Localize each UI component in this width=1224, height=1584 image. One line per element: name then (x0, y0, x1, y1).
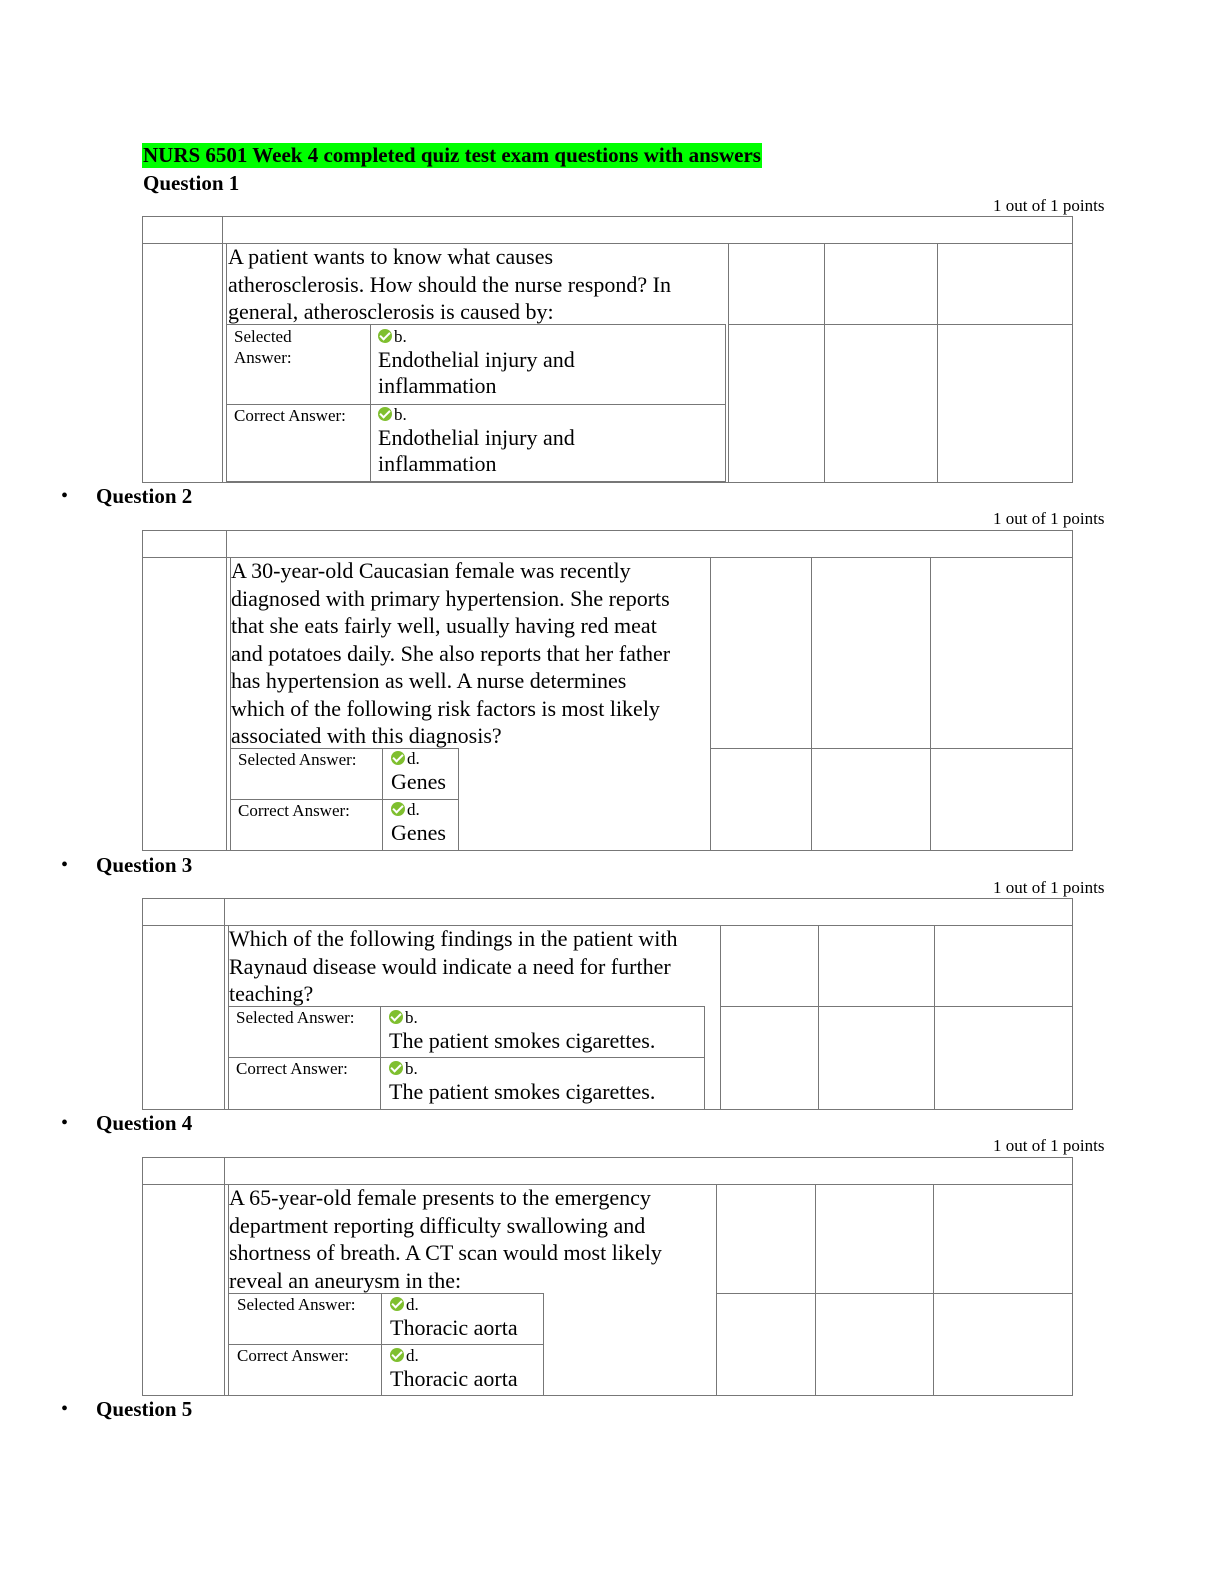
question-3-heading: Question 3 (96, 853, 193, 877)
question-4-selected-answer: d. Thoracic aorta (390, 1295, 518, 1340)
question-2-correct-label: Correct Answer: (238, 801, 350, 820)
bullet: • (61, 485, 69, 507)
question-3-points: 1 out of 1 points (993, 878, 1105, 897)
question-2-selected-label: Selected Answer: (238, 750, 357, 769)
question-4-selected-label: Selected Answer: (237, 1295, 356, 1314)
question-1-points: 1 out of 1 points (993, 196, 1105, 215)
question-1-correct-label: Correct Answer: (234, 406, 346, 425)
check-circle-icon (390, 1348, 404, 1362)
bullet: • (61, 1398, 69, 1420)
question-3-selected-answer: b. The patient smokes cigarettes. (389, 1008, 656, 1053)
question-4-points: 1 out of 1 points (993, 1136, 1105, 1155)
check-circle-icon (391, 751, 405, 765)
check-circle-icon (389, 1061, 403, 1075)
question-3-selected-label: Selected Answer: (236, 1008, 355, 1027)
question-3-text: Which of the following findings in the patient with Raynaud disease would indicate a need for further teaching? (229, 926, 678, 1006)
question-1-heading: Question 1 (143, 171, 240, 195)
question-1-correct-answer: b. Endothelial injury and inflammation (378, 405, 575, 476)
question-2-heading: Question 2 (96, 484, 193, 508)
question-2-points: 1 out of 1 points (993, 509, 1105, 528)
question-2-text: A 30-year-old Caucasian female was recently diagnosed with primary hypertension. She reports that she eats fairly well, usually having red meat and potatoes daily. She also reports that her father has hypertension as well. A nurse determines which of the following risk factors is most likely associated with this diagnosis? (231, 558, 671, 748)
check-circle-icon (378, 407, 392, 421)
bullet: • (61, 854, 69, 876)
question-5-heading: Question 5 (96, 1397, 193, 1421)
check-circle-icon (391, 802, 405, 816)
check-circle-icon (378, 329, 392, 343)
check-circle-icon (389, 1010, 403, 1024)
document-title: NURS 6501 Week 4 completed quiz test exam questions with answers (143, 143, 761, 167)
question-1-selected-answer: b. Endothelial injury and inflammation (378, 327, 575, 398)
question-4-heading: Question 4 (96, 1111, 193, 1135)
question-4-correct-label: Correct Answer: (237, 1346, 349, 1365)
question-4-text: A 65-year-old female presents to the emergency department reporting difficulty swallowing and shortness of breath. A CT scan would most likely reveal an aneurysm in the: (229, 1185, 662, 1293)
question-2-correct-answer: d. Genes (391, 800, 446, 845)
bullet: • (61, 1112, 69, 1134)
question-1-text: A patient wants to know what causes atherosclerosis. How should the nurse respond? In general, atherosclerosis is caused by: (228, 244, 671, 324)
question-1-selected-label: Selected Answer: (234, 327, 292, 367)
question-3-correct-answer: b. The patient smokes cigarettes. (389, 1059, 656, 1104)
question-4-correct-answer: d. Thoracic aorta (390, 1346, 518, 1391)
question-3-correct-label: Correct Answer: (236, 1059, 348, 1078)
question-2-selected-answer: d. Genes (391, 749, 446, 794)
check-circle-icon (390, 1297, 404, 1311)
